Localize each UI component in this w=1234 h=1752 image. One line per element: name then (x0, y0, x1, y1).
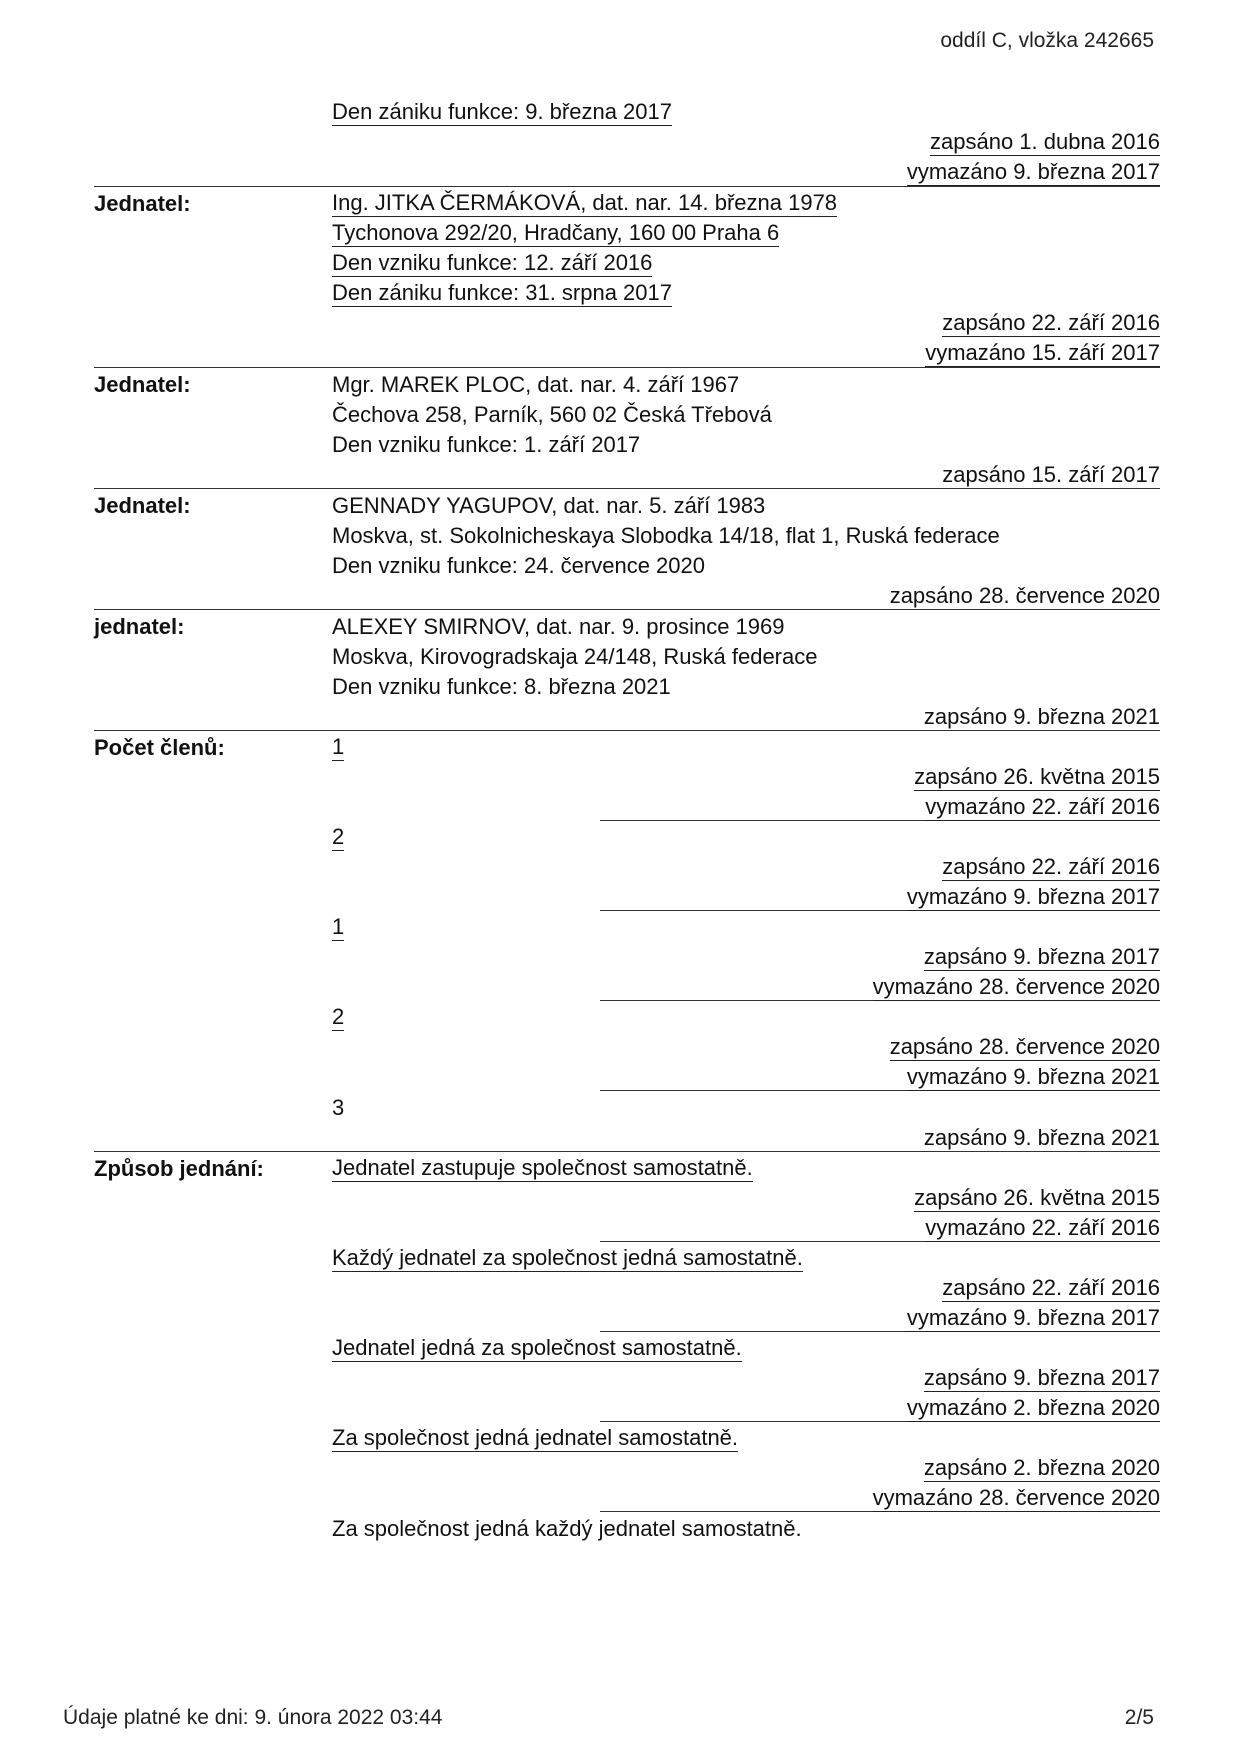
record-value-line (332, 217, 1160, 247)
registration-date-line (332, 1182, 1160, 1212)
record-value: Jednatel jedná za společnost samostatně. (332, 1335, 742, 1360)
register-record (94, 489, 1160, 610)
registration-date-line (332, 307, 1160, 337)
record-label: Jednatel: (94, 191, 191, 216)
registration-date: zapsáno 9. března 2017 (923, 944, 1160, 969)
record-value: Každý jednatel za společnost jedná samostatně. (332, 1245, 803, 1270)
registration-date: zapsáno 28. července 2020 (889, 583, 1160, 608)
registration-date-line (332, 1362, 1160, 1392)
registration-date-line (332, 851, 1160, 881)
registration-date-line (332, 126, 1160, 156)
registration-date: vymazáno 28. července 2020 (872, 974, 1160, 999)
registration-date: zapsáno 26. května 2015 (914, 1185, 1160, 1210)
record-value: 1 (332, 914, 345, 939)
record-value: Za společnost jedná jednatel samostatně. (332, 1425, 739, 1450)
registration-date: vymazáno 28. července 2020 (872, 1485, 1160, 1510)
registration-date: zapsáno 9. března 2017 (923, 1365, 1160, 1390)
registration-date-line (332, 458, 1160, 488)
registration-date-line (332, 971, 1160, 1001)
registration-date-line (332, 337, 1160, 367)
record-value: Den zániku funkce: 31. srpna 2017 (332, 280, 673, 305)
record-label: Jednatel: (94, 372, 191, 397)
register-records (94, 96, 1160, 1542)
record-value-line (332, 398, 1160, 428)
registration-date: zapsáno 2. března 2020 (923, 1455, 1160, 1480)
section-reference: oddíl C, vložka 242665 (940, 29, 1154, 52)
registration-date-line (332, 1482, 1160, 1512)
record-value-line (332, 1242, 1160, 1272)
record-values (94, 731, 1160, 1151)
registration-date-line (332, 1302, 1160, 1332)
record-value: Za společnost jedná každý jednatel samostatně. (332, 1516, 802, 1541)
record-label: jednatel: (94, 614, 185, 639)
registration-date-line (332, 1272, 1160, 1302)
record-value-line (332, 610, 1160, 640)
registration-date-line (332, 1061, 1160, 1091)
record-value: Tychonova 292/20, Hradčany, 160 00 Praha 6 (332, 220, 780, 245)
registration-date: zapsáno 9. března 2021 (923, 1125, 1160, 1150)
registration-date-line (332, 579, 1160, 609)
registration-date: zapsáno 9. března 2021 (923, 704, 1160, 729)
record-value-line (332, 489, 1160, 519)
record-value-line (332, 1332, 1160, 1362)
record-value: Den vzniku funkce: 12. září 2016 (332, 250, 653, 275)
registration-date: vymazáno 9. března 2017 (906, 1305, 1160, 1330)
registration-date: zapsáno 15. září 2017 (942, 462, 1160, 487)
registration-date-line (332, 761, 1160, 791)
registration-date-line (332, 1031, 1160, 1061)
register-record (94, 1152, 1160, 1542)
registration-date-line (332, 1452, 1160, 1482)
registration-date: vymazáno 22. září 2016 (925, 794, 1160, 819)
registration-date: zapsáno 22. září 2016 (942, 854, 1160, 879)
register-record (94, 610, 1160, 731)
record-value: GENNADY YAGUPOV, dat. nar. 5. září 1983 (332, 493, 766, 518)
registration-date-line (332, 791, 1160, 821)
registration-date: zapsáno 26. května 2015 (914, 764, 1160, 789)
record-value-line (332, 911, 1160, 941)
record-label: Způsob jednání: (94, 1156, 264, 1181)
register-record (94, 368, 1160, 489)
registration-date: vymazáno 22. září 2016 (925, 1215, 1160, 1240)
registration-date-line (332, 1392, 1160, 1422)
record-value-line (332, 821, 1160, 851)
record-values (94, 610, 1160, 730)
record-values (94, 1152, 1160, 1542)
record-value: ALEXEY SMIRNOV, dat. nar. 9. prosince 1969 (332, 614, 785, 639)
record-value: Moskva, st. Sokolnicheskaya Slobodka 14/18, flat 1, Ruská federace (332, 523, 1000, 548)
record-value-line (332, 428, 1160, 458)
record-value: Čechova 258, Parník, 560 02 Česká Třebová (332, 402, 772, 427)
record-value-line (332, 549, 1160, 579)
registration-date: zapsáno 22. září 2016 (942, 310, 1160, 335)
register-record (94, 96, 1160, 187)
record-values (94, 96, 1160, 186)
registration-date: vymazáno 15. září 2017 (925, 340, 1160, 365)
record-value-line (332, 1422, 1160, 1452)
record-value-line (332, 1001, 1160, 1031)
record-value: Den zániku funkce: 9. března 2017 (332, 99, 673, 124)
record-value: Mgr. MAREK PLOC, dat. nar. 4. září 1967 (332, 372, 740, 397)
registration-date-line (332, 1121, 1160, 1151)
record-value-line (332, 731, 1160, 761)
record-value-line (332, 519, 1160, 549)
record-label: Jednatel: (94, 493, 191, 518)
record-value-line (332, 368, 1160, 398)
record-value-line (332, 277, 1160, 307)
registration-date-line (332, 156, 1160, 186)
registration-date: zapsáno 22. září 2016 (942, 1275, 1160, 1300)
registration-date-line (332, 1212, 1160, 1242)
record-values (94, 368, 1160, 488)
page-number: 2/5 (1124, 1706, 1154, 1729)
record-value: Jednatel zastupuje společnost samostatně. (332, 1155, 753, 1180)
record-value-line (332, 1512, 1160, 1542)
registration-date-line (332, 941, 1160, 971)
record-value: 2 (332, 824, 345, 849)
record-value-line (332, 640, 1160, 670)
record-label: Počet členů: (94, 735, 225, 760)
record-value: 1 (332, 734, 345, 759)
record-value-line (332, 670, 1160, 700)
record-values (94, 489, 1160, 609)
record-value-line (332, 1091, 1160, 1121)
registration-date: vymazáno 2. března 2020 (906, 1395, 1160, 1420)
registration-date: zapsáno 1. dubna 2016 (930, 129, 1160, 154)
record-value-line (332, 1152, 1160, 1182)
register-record (94, 187, 1160, 368)
record-value: Den vzniku funkce: 24. července 2020 (332, 553, 706, 578)
registration-date: zapsáno 28. července 2020 (889, 1034, 1160, 1059)
registration-date: vymazáno 9. března 2021 (906, 1064, 1160, 1089)
record-value: Moskva, Kirovogradskaja 24/148, Ruská federace (332, 644, 818, 669)
register-record (94, 731, 1160, 1152)
record-value: 3 (332, 1095, 345, 1120)
record-values (94, 187, 1160, 367)
registration-date-line (332, 881, 1160, 911)
registration-date: vymazáno 9. března 2017 (906, 884, 1160, 909)
record-value-line (332, 247, 1160, 277)
record-value: 2 (332, 1004, 345, 1029)
validity-date: Údaje platné ke dni: 9. února 2022 03:44 (63, 1706, 443, 1729)
record-value-line (332, 187, 1160, 217)
registration-date-line (332, 700, 1160, 730)
record-value: Den vzniku funkce: 8. března 2021 (332, 674, 671, 699)
record-value-line (332, 96, 1160, 126)
registration-date: vymazáno 9. března 2017 (906, 159, 1160, 184)
record-value: Den vzniku funkce: 1. září 2017 (332, 432, 641, 457)
record-value: Ing. JITKA ČERMÁKOVÁ, dat. nar. 14. března 1978 (332, 190, 838, 215)
